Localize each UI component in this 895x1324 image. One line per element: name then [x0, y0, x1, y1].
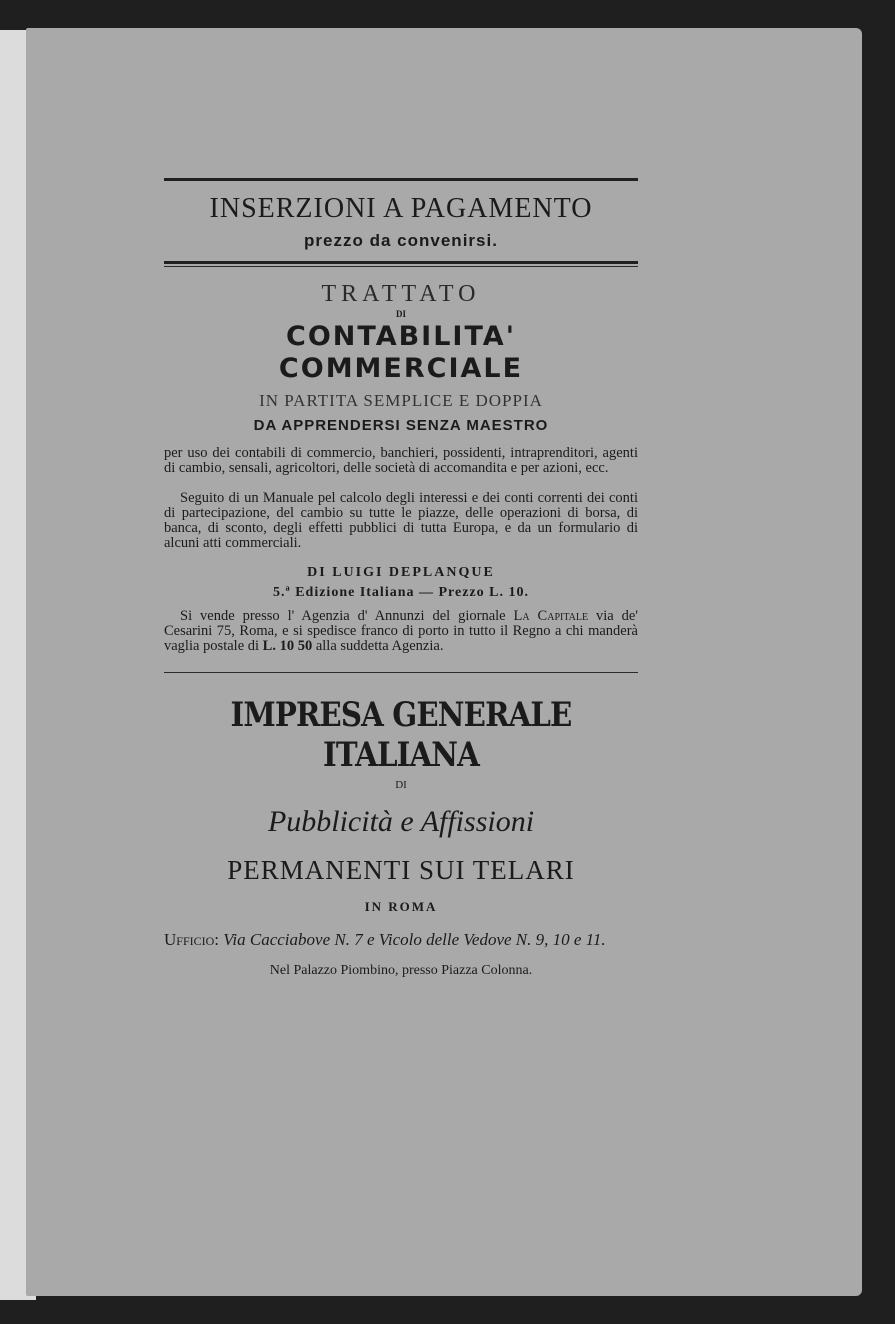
office-address: Via Cacciabove N. 7 e Vicolo delle Vedove N. 9, 10 e 11.: [223, 930, 606, 949]
insertions-rule: [164, 261, 638, 264]
treatise-paragraph-2: Seguito di un Manuale pel calcolo degli interessi e dei conti correnti dei conti di partecipazione, del cambio su tutte le piazze, delle operazioni di borsa, di banca, di sconto, degli effetti pubblici di tutta Europa, e da un formulario di alcuni atti commerciali.: [164, 489, 638, 551]
sale-text-2: via de' Cesarini 75, Roma, e si spedisce franco di porto in tutto il Regno a chi manderà vaglia postale di: [164, 608, 638, 654]
sale-text-1: Si vende presso l' Agenzia d' Annunzi del giornale: [180, 608, 514, 624]
treatise-heading: TRATTATO: [321, 281, 481, 307]
insertions-title: INSERZIONI A PAGAMENTO: [209, 193, 593, 224]
insertions-section: [164, 178, 638, 267]
document-page: [26, 28, 862, 1296]
page-content: [164, 178, 638, 979]
treatise-di: DI: [395, 309, 406, 319]
treatise-tagline: DA APPRENDERSI SENZA MAESTRO: [253, 417, 549, 434]
company-service: Pubblicità e Affissioni: [267, 805, 535, 838]
treatise-author: DI LUIGI DEPLANQUE: [307, 565, 495, 580]
sale-newspaper: La Capitale: [513, 608, 589, 624]
insertions-rule-thin: [164, 266, 638, 267]
treatise-sale-info: [164, 609, 638, 654]
sale-price: L. 10 50: [262, 638, 313, 654]
company-title: IMPRESA GENERALE ITALIANA: [230, 695, 572, 775]
section-divider: [164, 672, 638, 673]
insertions-subtitle: prezzo da convenirsi.: [304, 231, 498, 250]
treatise-edition: 5.ª Edizione Italiana — Prezzo L. 10.: [273, 585, 529, 600]
treatise-paragraph-1: per uso dei contabili di commercio, banchieri, possidenti, intraprenditori, agenti di cambio, sensali, agricoltori, delle società di accomandita e per azioni, ecc.: [164, 445, 638, 476]
sale-text-3: alla suddetta Agenzia.: [312, 638, 444, 654]
office-label: Ufficio: [164, 930, 215, 949]
company-section: [164, 695, 638, 979]
top-rule: [164, 178, 638, 181]
treatise-subtitle: IN PARTITA SEMPLICE E DOPPIA: [259, 391, 543, 410]
company-di: DI: [395, 779, 407, 791]
company-office: Ufficio: Via Cacciabove N. 7 e Vicolo delle Vedove N. 9, 10 e 11.: [164, 930, 606, 949]
company-permanent: PERMANENTI SUI TELARI: [227, 855, 575, 885]
treatise-section: [164, 281, 638, 654]
company-location: IN ROMA: [364, 899, 438, 914]
treatise-title: CONTABILITA' COMMERCIALE: [278, 321, 524, 384]
company-building: Nel Palazzo Piombino, presso Piazza Colonna.: [269, 963, 533, 978]
